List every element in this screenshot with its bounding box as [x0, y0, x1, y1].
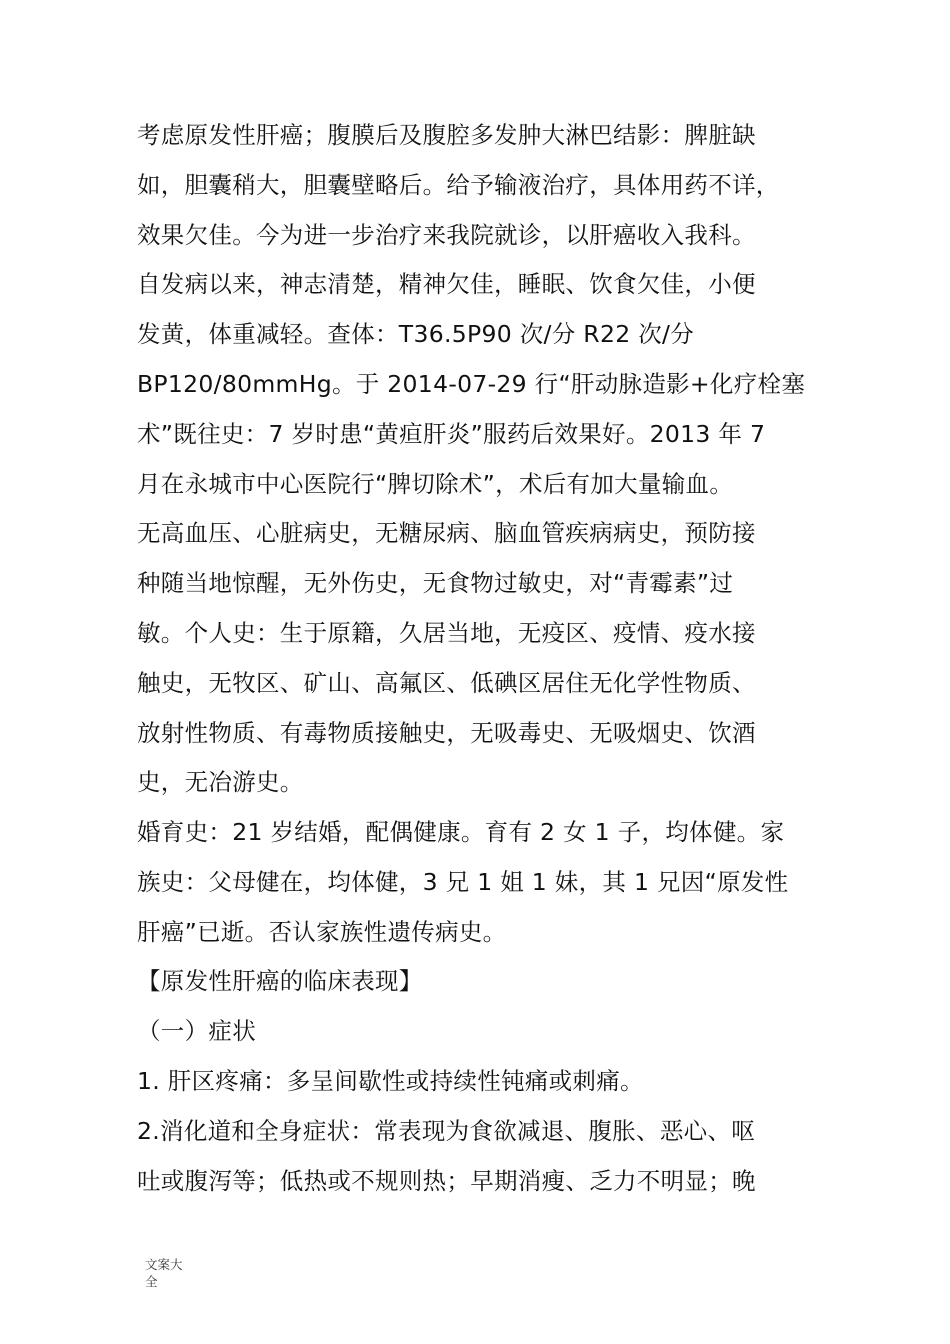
- section-heading: 【原发性肝癌的临床表现】: [137, 967, 423, 995]
- footer-label: 文案大全: [145, 1257, 183, 1289]
- text-line: 发黄，体重减轻。查体：T36.5P90 次/分 R22 次/分: [137, 320, 695, 348]
- text-line: 2.消化道和全身症状：常表现为食欲减退、腹胀、恶心、呕: [137, 1117, 756, 1145]
- text-line: 敏。个人史：生于原籍，久居当地，无疫区、疫情、疫水接: [137, 619, 756, 647]
- text-line: 考虑原发性肝癌；腹膜后及腹腔多发肿大淋巴结影：脾脏缺: [137, 121, 756, 149]
- text-line: 术”既往史：7 岁时患“黄疸肝炎”服药后效果好。2013 年 7: [137, 420, 766, 448]
- text-line: 月在永城市中心医院行“脾切除术”，术后有加大量输血。: [137, 470, 734, 498]
- text-line: 婚育史：21 岁结婚，配偶健康。育有 2 女 1 子，均体健。家: [137, 818, 785, 846]
- text-line: 放射性物质、有毒物质接触史，无吸毒史、无吸烟史、饮酒: [137, 719, 756, 747]
- text-line: 族史：父母健在，均体健，3 兄 1 姐 1 妹，其 1 兄因“原发性: [137, 868, 789, 896]
- text-line: 吐或腹泻等；低热或不规则热；早期消瘦、乏力不明显；晚: [137, 1167, 756, 1195]
- text-line: 史，无冶游史。: [137, 768, 304, 796]
- text-line: BP120/80mmHg。于 2014-07-29 行“肝动脉造影+化疗栓塞: [137, 370, 806, 398]
- text-line: 1. 肝区疼痛：多呈间歇性或持续性钝痛或刺痛。: [137, 1067, 644, 1095]
- text-line: 种随当地惊醒，无外伤史，无食物过敏史，对“青霉素”过: [137, 569, 734, 597]
- text-line: 无高血压、心脏病史，无糖尿病、脑血管疾病病史，预防接: [137, 519, 756, 547]
- text-line: 自发病以来，神志清楚，精神欠佳，睡眠、饮食欠佳，小便: [137, 270, 756, 298]
- text-line: 触史，无牧区、矿山、高氟区、低碘区居住无化学性物质、: [137, 669, 756, 697]
- subsection-heading: （一）症状: [137, 1017, 256, 1045]
- text-line: 效果欠佳。今为进一步治疗来我院就诊，以肝癌收入我科。: [137, 221, 756, 249]
- text-line: 如，胆囊稍大，胆囊壁略后。给予输液治疗，具体用药不详，: [137, 171, 780, 199]
- text-line: 肝癌”已逝。否认家族性遗传病史。: [137, 918, 507, 946]
